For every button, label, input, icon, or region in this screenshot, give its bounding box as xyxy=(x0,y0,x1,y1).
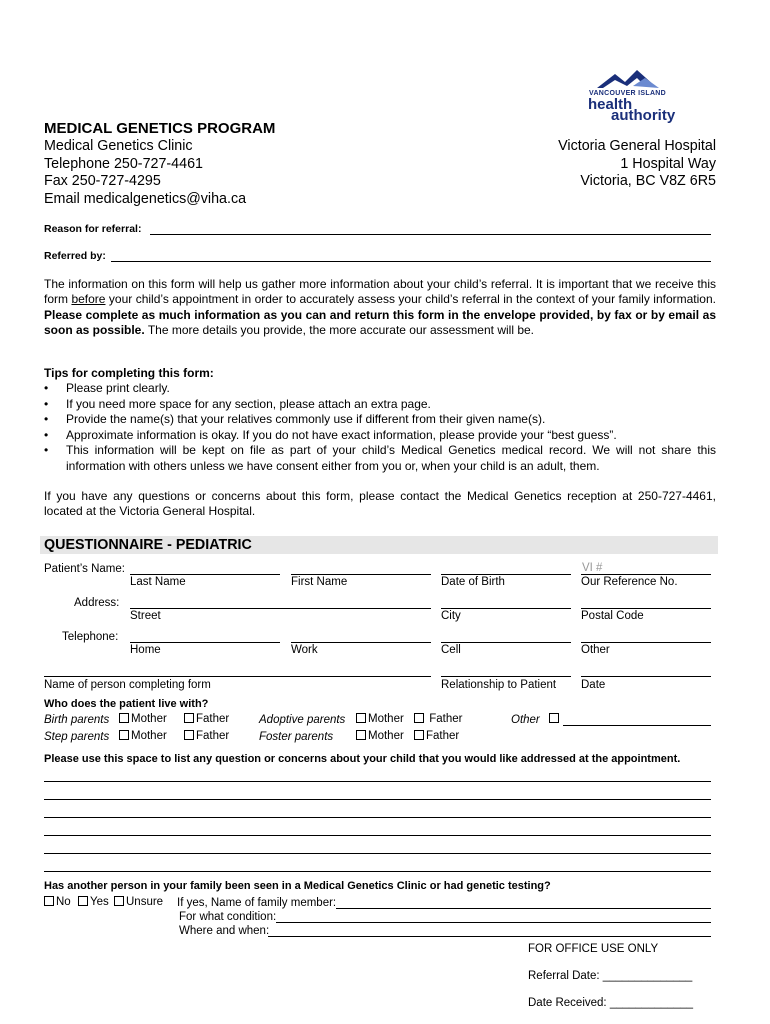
yes-caption: Yes xyxy=(90,896,109,908)
home-caption: Home xyxy=(130,644,161,656)
person-completing-caption: Name of person completing form xyxy=(44,679,211,691)
date-caption: Date xyxy=(581,679,606,691)
tips-title: Tips for completing this form: xyxy=(44,366,214,380)
postal-code-field[interactable] xyxy=(581,608,711,609)
person-completing-field[interactable] xyxy=(44,676,431,677)
tip-item: • Please print clearly. xyxy=(44,381,716,397)
last-name-caption: Last Name xyxy=(130,576,186,588)
intro-before: before xyxy=(71,292,106,307)
street-caption: Street xyxy=(130,610,161,622)
other-living-label: Other xyxy=(511,714,540,726)
vi-number-prefix: VI # xyxy=(582,562,603,574)
adoptive-mother-option[interactable] xyxy=(356,713,404,725)
father-caption: Father xyxy=(426,730,460,742)
intro-part1: The information on this form will help us gather more information about your child’s referral. It is important that we receive this form xyxy=(44,277,716,307)
other-living-checkbox[interactable] xyxy=(549,713,561,725)
checkbox[interactable] xyxy=(414,730,424,740)
checkbox[interactable] xyxy=(78,896,88,906)
concerns-prompt: Please use this space to list any question or concerns about your child that you would like addressed at the appointment. xyxy=(44,753,681,765)
clinic-contact-block xyxy=(44,138,246,208)
clinic-email: Email medicalgenetics@viha.ca xyxy=(44,190,247,207)
step-mother-option[interactable] xyxy=(119,730,167,742)
office-referral-date: Referral Date: ______________ xyxy=(528,970,693,982)
hospital-address-block xyxy=(558,138,716,191)
work-caption: Work xyxy=(291,644,318,656)
checkbox[interactable] xyxy=(356,730,366,740)
date-field[interactable] xyxy=(581,676,711,677)
office-date-received: Date Received: _____________ xyxy=(528,997,693,1009)
checkbox[interactable] xyxy=(44,896,54,906)
other-living-field[interactable] xyxy=(563,725,711,726)
checkbox[interactable] xyxy=(549,713,559,723)
office-use-title: FOR OFFICE USE ONLY xyxy=(528,943,659,955)
referred-by-label: Referred by: xyxy=(44,250,106,262)
mother-caption: Mother xyxy=(131,730,167,742)
condition-field[interactable] xyxy=(276,922,711,923)
birth-father-option[interactable] xyxy=(184,713,229,725)
tip-item: • Provide the name(s) that your relatives commonly use if different from their given name(s). xyxy=(44,412,716,428)
logo-text-authority: authority xyxy=(611,107,676,124)
family-seen-no-option[interactable] xyxy=(44,896,71,908)
first-name-caption: First Name xyxy=(291,576,348,588)
father-caption: Father xyxy=(196,713,230,725)
concerns-line[interactable] xyxy=(44,835,711,836)
questionnaire-title: QUESTIONNAIRE - PEDIATRIC xyxy=(44,537,252,553)
checkbox[interactable] xyxy=(114,896,124,906)
reason-for-referral-field[interactable] xyxy=(150,234,711,235)
referred-by-field[interactable] xyxy=(111,261,711,262)
unsure-caption: Unsure xyxy=(126,896,164,908)
no-caption: No xyxy=(56,896,71,908)
mother-caption: Mother xyxy=(368,713,404,725)
foster-parents-label: Foster parents xyxy=(259,731,334,743)
logo-text-health: health xyxy=(588,96,633,113)
intro-part3: The more details you provide, the more accurate our assessment will be. xyxy=(144,322,534,337)
hospital-city: Victoria, BC V8Z 6R5 xyxy=(580,173,716,189)
concerns-line[interactable] xyxy=(44,781,711,782)
birth-mother-option[interactable] xyxy=(119,713,167,725)
who-lives-with-question: Who does the patient live with? xyxy=(44,698,209,710)
checkbox[interactable] xyxy=(356,713,366,723)
city-field[interactable] xyxy=(441,608,571,609)
step-father-option[interactable] xyxy=(184,730,229,742)
city-caption: City xyxy=(441,610,461,622)
where-when-field[interactable] xyxy=(268,936,711,937)
program-title: MEDICAL GENETICS PROGRAM xyxy=(44,120,276,137)
family-member-field[interactable] xyxy=(336,908,711,909)
patient-name-label: Patient’s Name: xyxy=(44,563,125,575)
hospital-name: Victoria General Hospital xyxy=(558,138,716,154)
reference-number-caption: Our Reference No. xyxy=(581,576,678,588)
tip-item: • If you need more space for any section, please attach an extra page. xyxy=(44,397,716,413)
cell-phone-field[interactable] xyxy=(441,642,571,643)
family-seen-question: Has another person in your family been seen in a Medical Genetics Clinic or had genetic testing? xyxy=(44,880,551,892)
tips-list xyxy=(44,381,716,474)
relationship-field[interactable] xyxy=(441,676,571,677)
postal-code-caption: Postal Code xyxy=(581,610,644,622)
checkbox[interactable] xyxy=(184,730,194,740)
foster-father-option[interactable] xyxy=(414,730,459,742)
address-label: Address: xyxy=(74,597,120,609)
tip-item: • Approximate information is okay. If you do not have exact information, please provide your “best guess”. xyxy=(44,428,716,444)
date-of-birth-field[interactable] xyxy=(441,574,571,575)
father-caption: Father xyxy=(429,713,463,725)
intro-bold: Please complete as much information as you can and return this form in the envelope provided, by fax or by email as soon as possible. xyxy=(44,307,716,337)
reason-for-referral-label: Reason for referral: xyxy=(44,223,142,235)
family-member-label: If yes, Name of family member: xyxy=(177,897,337,909)
reference-number-field[interactable] xyxy=(581,574,711,575)
logo-mountain-light-icon xyxy=(633,78,659,88)
checkbox[interactable] xyxy=(414,713,424,723)
concerns-line[interactable] xyxy=(44,853,711,854)
hospital-street: 1 Hospital Way xyxy=(620,155,716,172)
family-seen-unsure-option[interactable] xyxy=(114,896,163,908)
other-phone-caption: Other xyxy=(581,644,610,656)
work-phone-field[interactable] xyxy=(291,642,431,643)
first-name-field[interactable] xyxy=(291,574,431,575)
foster-mother-option[interactable] xyxy=(356,730,404,742)
last-name-field[interactable] xyxy=(130,574,280,575)
other-phone-field[interactable] xyxy=(581,642,711,643)
adoptive-father-option[interactable] xyxy=(414,713,462,725)
checkbox[interactable] xyxy=(119,713,129,723)
clinic-fax: Fax 250-727-4295 xyxy=(44,173,161,189)
step-parents-label: Step parents xyxy=(44,731,110,743)
checkbox[interactable] xyxy=(119,730,129,740)
family-seen-yes-option[interactable] xyxy=(78,896,109,908)
father-caption: Father xyxy=(196,730,230,742)
concerns-line[interactable] xyxy=(44,871,711,872)
checkbox[interactable] xyxy=(184,713,194,723)
condition-label: For what condition: xyxy=(179,911,277,923)
date-of-birth-caption: Date of Birth xyxy=(441,576,505,588)
street-field[interactable] xyxy=(130,608,431,609)
relationship-caption: Relationship to Patient xyxy=(441,679,557,691)
intro-part2: your child’s appointment in order to accurately assess your child’s referral in the context of your family information. xyxy=(105,292,716,307)
intro-paragraph xyxy=(44,277,716,338)
contact-note: If you have any questions or concerns about this form, please contact the Medical Genetics reception at 250-727-4461, located at the Victoria General Hospital. xyxy=(44,489,716,519)
concerns-line[interactable] xyxy=(44,799,711,800)
tip-item: • This information will be kept on file as part of your child’s Medical Genetics medical record. We will not share this information with others unless we have consent either from you or, when your child is an adult, them. xyxy=(44,443,716,474)
clinic-name: Medical Genetics Clinic xyxy=(44,138,193,154)
mother-caption: Mother xyxy=(368,730,404,742)
clinic-telephone: Telephone 250-727-4461 xyxy=(44,155,203,172)
home-phone-field[interactable] xyxy=(130,642,280,643)
telephone-label: Telephone: xyxy=(62,631,119,643)
where-when-label: Where and when: xyxy=(179,925,270,937)
mother-caption: Mother xyxy=(131,713,167,725)
adoptive-parents-label: Adoptive parents xyxy=(259,714,346,726)
concerns-line[interactable] xyxy=(44,817,711,818)
cell-caption: Cell xyxy=(441,644,461,656)
logo-text-vancouver-island: VANCOUVER ISLAND xyxy=(589,90,667,97)
birth-parents-label: Birth parents xyxy=(44,714,110,726)
